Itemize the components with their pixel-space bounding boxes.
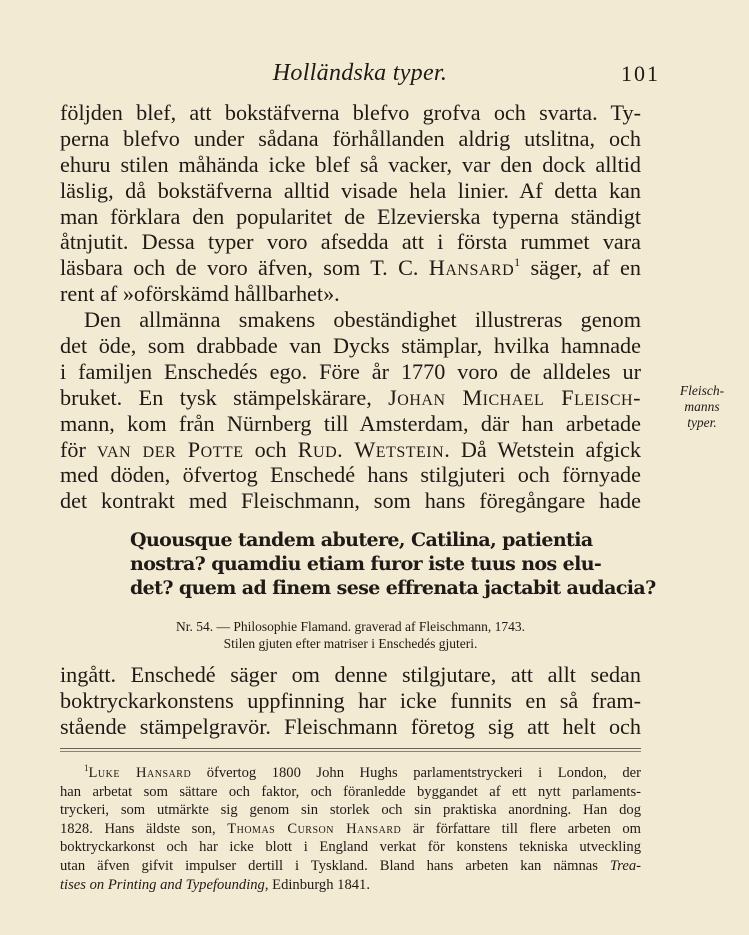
body-line (60, 255, 641, 281)
body-line-text: säger, af en (520, 255, 641, 281)
body-line-text: för (60, 436, 97, 462)
body-line: mann, kom från Nürnberg till Amsterdam, där han arbetade (60, 410, 641, 436)
body-text-continued (60, 662, 641, 740)
footnote (60, 764, 641, 894)
body-line: perna blefvo under sådana förhållanden aldrig utslitna, och (60, 125, 641, 151)
specimen-caption (60, 618, 641, 652)
footnote-line (60, 820, 641, 839)
footnote-reference: 1 (514, 255, 521, 270)
body-line (60, 437, 641, 463)
body-text (60, 100, 641, 514)
specimen-line: nostra? quamdiu etiam furor iste tuus nos elu- (130, 553, 602, 575)
footnote-text: utan äfven gifvit impulser dertill i Tyskland. Bland hans arbeten kan nämnas (60, 857, 610, 874)
footnote-author: Luke Hansard (88, 765, 192, 781)
person-name-hansard: Hansard (428, 255, 515, 281)
person-name-wetstein: Rud. Wetstein (297, 436, 445, 462)
body-line-text: läsbara och de voro äfven, som T. C. (60, 255, 429, 281)
body-line: boktryckarkonstens uppfinning har icke funnits en så fram- (60, 688, 641, 713)
footnote-line (60, 876, 641, 895)
caption-line: Stilen gjuten efter matriser i Enschedés gjuteri. (223, 636, 478, 651)
footnote-divider (60, 751, 641, 752)
running-title: Holländska typer. (272, 60, 448, 86)
body-line: följden blef, att bokstäfverna blefvo grofva och svarta. Ty- (60, 100, 641, 125)
footnote-text: , Edinburgh 1841. (264, 876, 370, 893)
body-line: ehuru stilen måhända icke blef så vacker, var den dock alltid (60, 151, 641, 177)
body-line: Den allmänna smakens obeständighet illustreras genom (84, 307, 641, 333)
margin-note (668, 383, 736, 431)
body-line-text: . Då Wetstein afgick (444, 436, 641, 462)
body-line (60, 385, 641, 411)
book-title: Trea- (609, 857, 641, 874)
person-name-potte: van der Potte (96, 436, 244, 462)
body-line-text: bruket. En tysk stämpelskärare, (60, 384, 389, 410)
footnote-text: 1828. Hans äldste son, (60, 820, 228, 837)
margin-note-line: typer. (687, 415, 717, 430)
book-title: tises on Printing and Typefounding (60, 876, 265, 893)
footnote-line: tryckeri, som utmärkte sig genom sin storlek och sin praktiska anordning. Han dog (60, 802, 641, 819)
margin-note-line: Fleisch- (679, 383, 725, 398)
footnote-marker: 1 (84, 763, 89, 773)
body-line: ingått. Enschedé säger om denne stilgjutare, att allt sedan (60, 662, 641, 687)
body-line: det öde, som drabbade van Dycks stämplar, hvilka hamnade (60, 333, 641, 359)
body-line: läslig, då bokstäfverna alltid visade hela linier. Af detta kan (60, 177, 641, 203)
margin-note-line: manns (684, 399, 720, 414)
person-name-thomas-hansard: Thomas Curson Hansard (227, 820, 402, 837)
body-line: med döden, öfvertog Enschedé hans stilgjuteri och förnyade (60, 462, 641, 488)
specimen-line: Quousque tandem abutere, Catilina, patientia (130, 529, 593, 551)
body-line-text: och (243, 436, 298, 462)
footnote-line (60, 764, 641, 783)
body-line: rent af »oförskämd hållbarhet». (60, 281, 340, 307)
footnote-text: är författare till flere arbeten om (401, 820, 641, 837)
body-line: i familjen Enschedés ego. Före år 1770 voro de alldeles ur (60, 358, 641, 384)
caption-line: Nr. 54. — Philosophie Flamand. graverad af Fleischmann, 1743. (175, 619, 526, 634)
body-line: man förklara den popularitet de Elzevierska typerna ständigt (60, 203, 641, 229)
body-line: stående stämpelgravör. Fleischmann företog sig att helt och (60, 714, 641, 739)
type-specimen (130, 528, 656, 600)
body-line: det kontrakt med Fleischmann, som hans föregångare hade (60, 488, 641, 514)
person-name-fleischmann: Johan Michael Fleisch- (388, 384, 641, 410)
footnote-text: öfvertog 1800 John Hughs parlamentstryckeri i London, der (191, 765, 641, 781)
footnote-line: han arbetat som sättare och faktor, och föranledde byggandet af ett nytt parlaments- (60, 783, 641, 800)
footnote-divider (60, 748, 641, 749)
page-header (60, 58, 660, 92)
specimen-line: det? quem ad finem sese effrenata jactabit audacia? (130, 577, 656, 599)
body-line: åtnjutit. Dessa typer voro afsedda att i första rummet vara (60, 229, 641, 255)
footnote-line (60, 857, 641, 876)
footnote-line: boktryckarkonst och har icke blott i England verkat för konstens tekniska utveckling (60, 839, 641, 856)
page-number: 101 (621, 61, 660, 86)
